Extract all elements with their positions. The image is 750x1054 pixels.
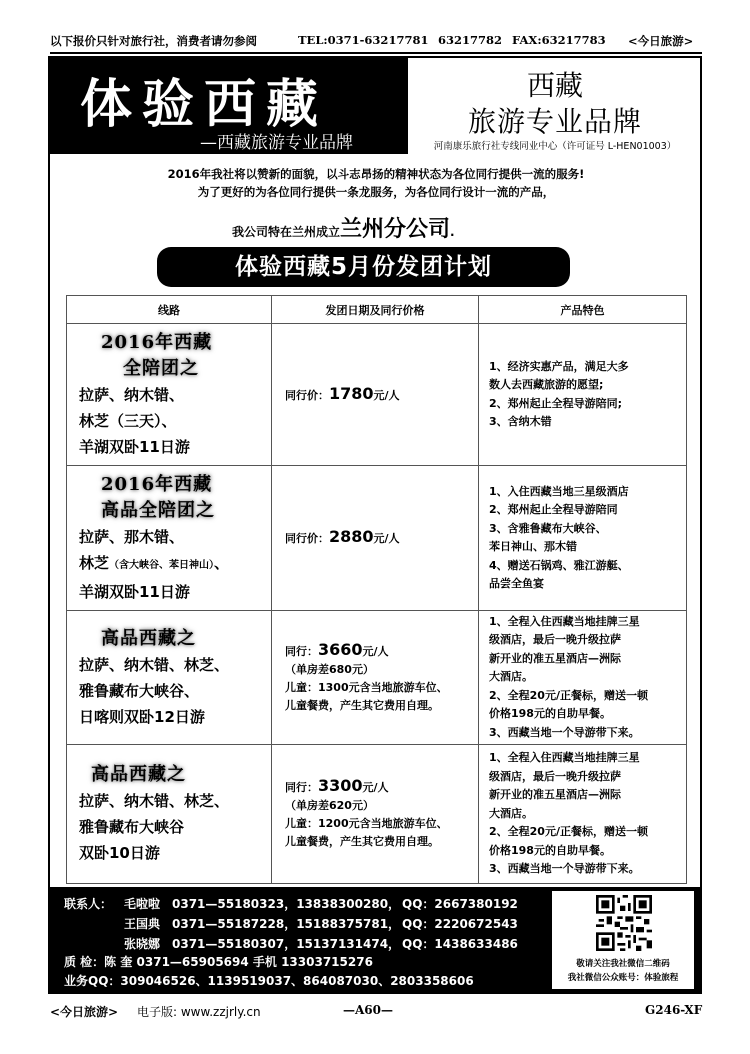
intro-line-2: 为了更好的为各位同行提供一条龙服务，为各位同行设计一流的产品， <box>197 185 555 199</box>
fax-number: FAX:63217783 <box>512 33 606 47</box>
agency-only-notice: 以下报价只针对旅行社，消费者请勿参阅 <box>50 34 257 48</box>
page-number: —A60— <box>343 1003 394 1017</box>
features-cell <box>479 324 687 466</box>
feature-line: 2、全程20元/正餐标，赠送一顿 <box>489 688 648 702</box>
contact-name: 毛啦啦 <box>124 897 161 911</box>
qr-caption-1: 敬请关注我社微信二维码 <box>576 959 670 969</box>
table-row <box>67 611 687 745</box>
tour-plan-table <box>66 295 687 884</box>
feature-line: 1、全程入住西藏当地挂牌三星 <box>489 614 640 628</box>
intro-line-3 <box>232 212 455 243</box>
tel-number-2: 63217782 <box>438 33 503 47</box>
feature-line: 品尝全鱼宴 <box>489 577 544 590</box>
child-price-line: 儿童餐费，产生其它费用自理。 <box>285 835 439 848</box>
intro-line-3-suffix: . <box>450 225 455 239</box>
feature-line: 2、郑州起止全程导游陪同 <box>489 503 618 516</box>
route-cell <box>67 324 272 466</box>
route-line: 羊湖双卧11日游 <box>79 582 190 601</box>
feature-line: 2、全程20元/正餐标，赠送一顿 <box>489 825 648 839</box>
feature-line: 价格198元的自助早餐。 <box>489 707 611 721</box>
header-features: 产品特色 <box>479 296 687 324</box>
intro-line-3-prefix: 我公司特在兰州成立 <box>232 225 341 239</box>
issue-code: G246-XF <box>645 1003 703 1017</box>
contact-qq: QQ：1438633486 <box>402 937 518 951</box>
feature-line: 新开业的准五星酒店—洲际 <box>489 788 621 802</box>
price-unit: 元/人 <box>373 388 400 402</box>
route-art-line: 高品全陪团之 <box>101 499 215 521</box>
route-line: 雅鲁藏布大峡谷、 <box>79 681 200 700</box>
contact-phone: 0371—55180307，15137131474， <box>172 937 401 951</box>
feature-line: 大酒店。 <box>489 670 533 684</box>
header-brand-block <box>410 58 700 154</box>
business-qq: 业务QQ：309046526、1139519037、864087030、2803358606 <box>64 974 474 988</box>
route-cell <box>67 466 272 611</box>
footer-website[interactable]: 电子版: www.zzjrly.cn <box>137 1005 261 1019</box>
route-line: 双卧10日游 <box>79 844 160 862</box>
header-route: 线路 <box>67 296 272 324</box>
route-line: 日喀则双卧12日游 <box>79 707 205 726</box>
feature-line: 4、赠送石锅鸡、雅江游艇、 <box>489 558 629 572</box>
qr-caption-2: 我社微信公众账号：体验旅程 <box>567 973 679 983</box>
price-label: 同行价： <box>285 532 329 545</box>
header-title-block <box>50 58 408 154</box>
feature-line: 3、西藏当地一个导游带下来。 <box>489 862 640 876</box>
table-row <box>67 745 687 884</box>
feature-line: 级酒店，最后一晚升级拉萨 <box>489 633 621 647</box>
route-cell <box>67 611 272 745</box>
contact-label: 联系人： <box>64 897 113 911</box>
feature-line: 2、郑州起止全程导游陪同; <box>489 396 623 410</box>
feature-line: 大酒店。 <box>489 806 533 820</box>
contact-phone: 0371—55187228，15188375781， <box>172 917 401 931</box>
price-unit: 元/人 <box>373 532 400 545</box>
brand-line-1: 西藏 <box>526 69 583 102</box>
features-cell <box>479 611 687 745</box>
route-line-end: 、 <box>214 553 230 572</box>
price-cell <box>272 611 479 745</box>
feature-line: 数人去西藏旅游的愿望; <box>489 378 604 391</box>
features-cell <box>479 466 687 611</box>
intro-line-1: 2016年我社将以赞新的面貌，以斗志昂扬的精神状态为各位同行提供一流的服务! <box>167 167 585 181</box>
feature-line: 1、经济实惠产品，满足大多 <box>489 359 629 373</box>
contact-qq: QQ：2220672543 <box>402 917 518 931</box>
header-price: 发团日期及同行价格 <box>272 296 479 324</box>
child-price-line: 儿童餐费，产生其它费用自理。 <box>285 698 439 712</box>
route-art-line: 2016年西藏 <box>101 473 213 495</box>
route-line: 拉萨、那木错、 <box>79 527 185 546</box>
table-header-row <box>67 296 687 324</box>
price-label: 同行： <box>285 781 318 794</box>
feature-line: 级酒店，最后一晚升级拉萨 <box>489 769 621 783</box>
contact-name: 张晓娜 <box>124 937 161 951</box>
tel-number: TEL:0371-63217781 <box>298 33 429 47</box>
single-room-diff: （单房差680元） <box>285 662 374 676</box>
feature-line: 苯日神山、那木错 <box>489 540 577 553</box>
child-price-line: 儿童：1300元含当地旅游车位、 <box>285 680 448 694</box>
price-cell <box>272 745 479 884</box>
route-line: 雅鲁藏布大峡谷 <box>79 818 185 836</box>
price-value: 3300 <box>318 776 363 795</box>
main-title: 体验西藏 <box>80 74 329 135</box>
features-cell <box>479 745 687 884</box>
feature-line: 3、西藏当地一个导游带下来。 <box>489 725 640 739</box>
child-price-line: 儿童：1200元含当地旅游车位、 <box>285 817 448 830</box>
main-subtitle: —西藏旅游专业品牌 <box>200 133 353 153</box>
route-line: 拉萨、纳木错、林芝、 <box>79 655 230 674</box>
price-value: 3660 <box>318 639 363 659</box>
price-value: 1780 <box>329 383 374 403</box>
table-row <box>67 324 687 466</box>
table-row <box>67 466 687 611</box>
brand-line-2: 旅游专业品牌 <box>467 105 642 138</box>
route-art-line: 高品西藏之 <box>101 627 196 649</box>
contact-phone: 0371—55180323，13838300280， <box>172 897 401 911</box>
top-info-bar <box>50 33 702 51</box>
route-art-line: 高品西藏之 <box>91 764 186 785</box>
feature-line: 1、全程入住西藏当地挂牌三星 <box>489 751 640 765</box>
route-art-line: 全陪团之 <box>123 357 199 379</box>
route-line: 羊湖双卧11日游 <box>79 437 190 456</box>
feature-line: 3、含雅鲁藏布大峡谷、 <box>489 521 607 535</box>
route-line: 拉萨、纳木错、 <box>79 385 185 404</box>
top-brand: <今日旅游> <box>628 34 694 48</box>
route-cell <box>67 745 272 884</box>
inspection-contact: 质 检：陈 奎 0371—65905694 手机 13303715276 <box>64 955 373 969</box>
footer-brand: <今日旅游> <box>50 1005 119 1019</box>
price-label: 同行： <box>285 644 318 658</box>
contact-qq: QQ：2667380192 <box>402 897 518 911</box>
contact-name: 王国典 <box>124 917 161 931</box>
lanzhou-branch: 兰州分公司 <box>340 217 451 242</box>
route-line: 林芝（三天）、 <box>79 411 177 430</box>
route-line: 林芝 <box>79 553 110 572</box>
price-cell <box>272 324 479 466</box>
price-label: 同行价： <box>285 388 329 402</box>
feature-line: 3、含纳木错 <box>489 415 552 428</box>
top-divider <box>50 52 702 54</box>
feature-line: 价格198元的自助早餐。 <box>489 843 611 857</box>
price-cell <box>272 466 479 611</box>
license-line: 河南康乐旅行社专线同业中心（许可证号 L-HEN01003） <box>433 141 677 152</box>
price-unit: 元/人 <box>362 781 389 794</box>
feature-line: 新开业的准五星酒店—洲际 <box>489 651 621 665</box>
qr-code-icon <box>596 895 652 951</box>
price-unit: 元/人 <box>362 644 389 658</box>
qr-code-box <box>552 891 694 989</box>
price-value: 2880 <box>329 527 374 546</box>
route-art-line: 2016年西藏 <box>101 331 213 353</box>
single-room-diff: （单房差620元） <box>285 799 374 812</box>
feature-line: 1、入住西藏当地三星级酒店 <box>489 484 629 498</box>
route-line: 拉萨、纳木错、林芝、 <box>79 792 230 810</box>
route-note: （含大峡谷、苯日神山） <box>109 559 215 571</box>
plan-banner: 体验西藏5月份发团计划 <box>157 247 570 287</box>
